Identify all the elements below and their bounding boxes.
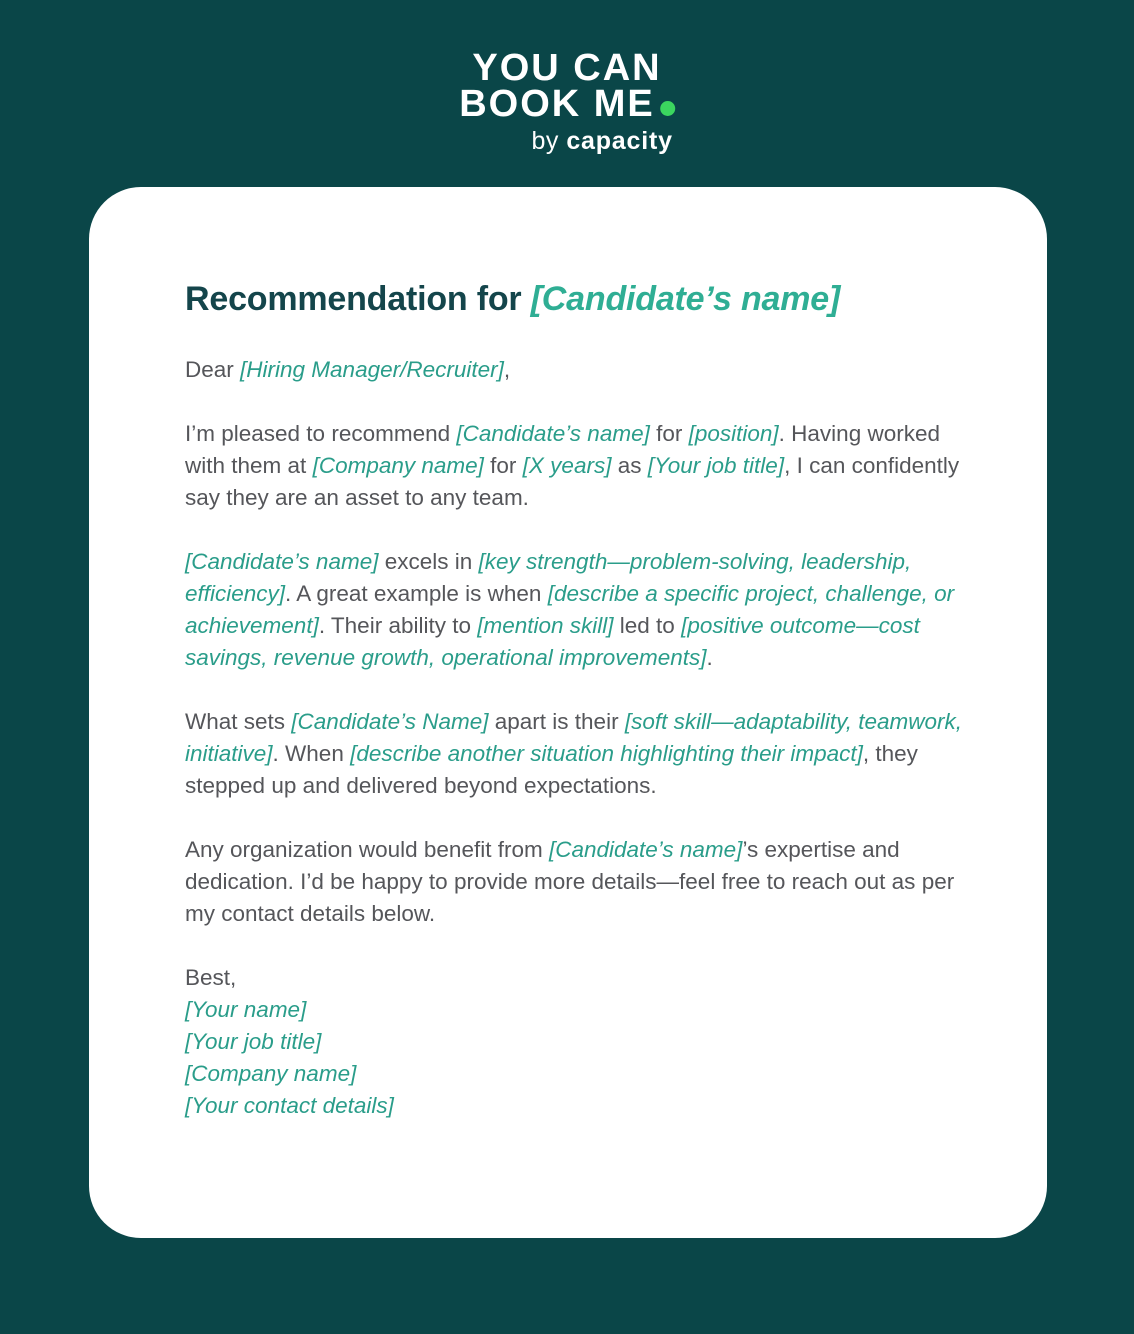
letter-text: ’s expertise and dedication. I’d be happy to provide more details—feel free to reach out as per my contact details below. [185,836,955,926]
placeholder-text: [Your job title] [647,452,785,478]
placeholder-text: [Your name] [185,996,307,1022]
placeholder-text: [Your contact details] [185,1092,394,1118]
placeholder-text: [Candidate’s name] [530,280,841,318]
placeholder-text: [Company name] [312,452,484,478]
letter-paragraph [185,834,967,930]
letter-text: excels in [378,548,479,574]
letter-text: apart is their [488,708,625,734]
letter-paragraph [185,546,967,674]
letter-paragraph [185,418,967,514]
letter-salutation [185,354,967,386]
letter-card [89,187,1047,1238]
placeholder-text: [mention skill] [477,612,614,638]
letter-text: for [649,420,689,446]
letter-text: , [503,356,511,382]
placeholder-text: [describe a specific project, challenge, or achievement] [185,580,955,638]
logo-line-1-text: YOU CAN [472,47,662,89]
letter-text: led to [613,612,682,638]
placeholder-text: [key strength—problem-solving, leadership, efficiency] [185,548,912,606]
letter-text: . Having worked with them at [185,420,940,478]
signoff-line [185,1090,967,1122]
brand-logo [459,47,675,156]
logo-line-1 [459,47,675,89]
letter-text: . When [272,740,351,766]
logo-byline [459,127,675,156]
signoff-line [185,994,967,1026]
placeholder-text: [Candidate’s name] [185,548,379,574]
letter-title [185,279,967,320]
letter-body [185,354,967,1122]
letter-text: for [483,452,523,478]
placeholder-text: [Your job title] [185,1028,322,1054]
letter-text: , I can confidently say they are an asset to any team. [185,452,960,510]
logo-line-2 [459,83,675,126]
placeholder-text: [Candidate’s Name] [291,708,489,734]
logo-line-2-text: BOOK ME [459,83,655,126]
letter-text: Recommendation for [185,280,531,318]
placeholder-text: [soft skill—adaptability, teamwork, initiative] [185,708,963,766]
signoff-line [185,962,967,994]
letter-text: . Their ability to [318,612,478,638]
letter-text: I’m pleased to recommend [185,420,457,446]
logo-dot-icon [660,101,675,116]
placeholder-text: [Hiring Manager/Recruiter] [240,356,504,382]
letter-text: Any organization would benefit from [185,836,549,862]
letter-text: . [706,644,713,670]
letter-text: What sets [185,708,292,734]
placeholder-text: [positive outcome—cost savings, revenue growth, operational improvements] [185,612,920,670]
letter-text: . A great example is when [285,580,548,606]
signoff-line [185,1058,967,1090]
letter-text: Best, [185,964,237,990]
logo-byline-brand: capacity [566,126,673,155]
logo-byline-prefix: by [531,126,567,155]
placeholder-text: [describe another situation highlighting their impact] [350,740,863,766]
placeholder-text: [Candidate’s name] [548,836,743,862]
letter-text: , they stepped up and delivered beyond expectations. [185,740,918,798]
letter-text: as [611,452,648,478]
letter-signoff [185,962,967,1122]
placeholder-text: [X years] [522,452,612,478]
letter-paragraph [185,706,967,802]
placeholder-text: [position] [688,420,779,446]
signoff-line [185,1026,967,1058]
placeholder-text: [Company name] [185,1060,357,1086]
placeholder-text: [Candidate’s name] [456,420,650,446]
letter-text: Dear [185,356,241,382]
